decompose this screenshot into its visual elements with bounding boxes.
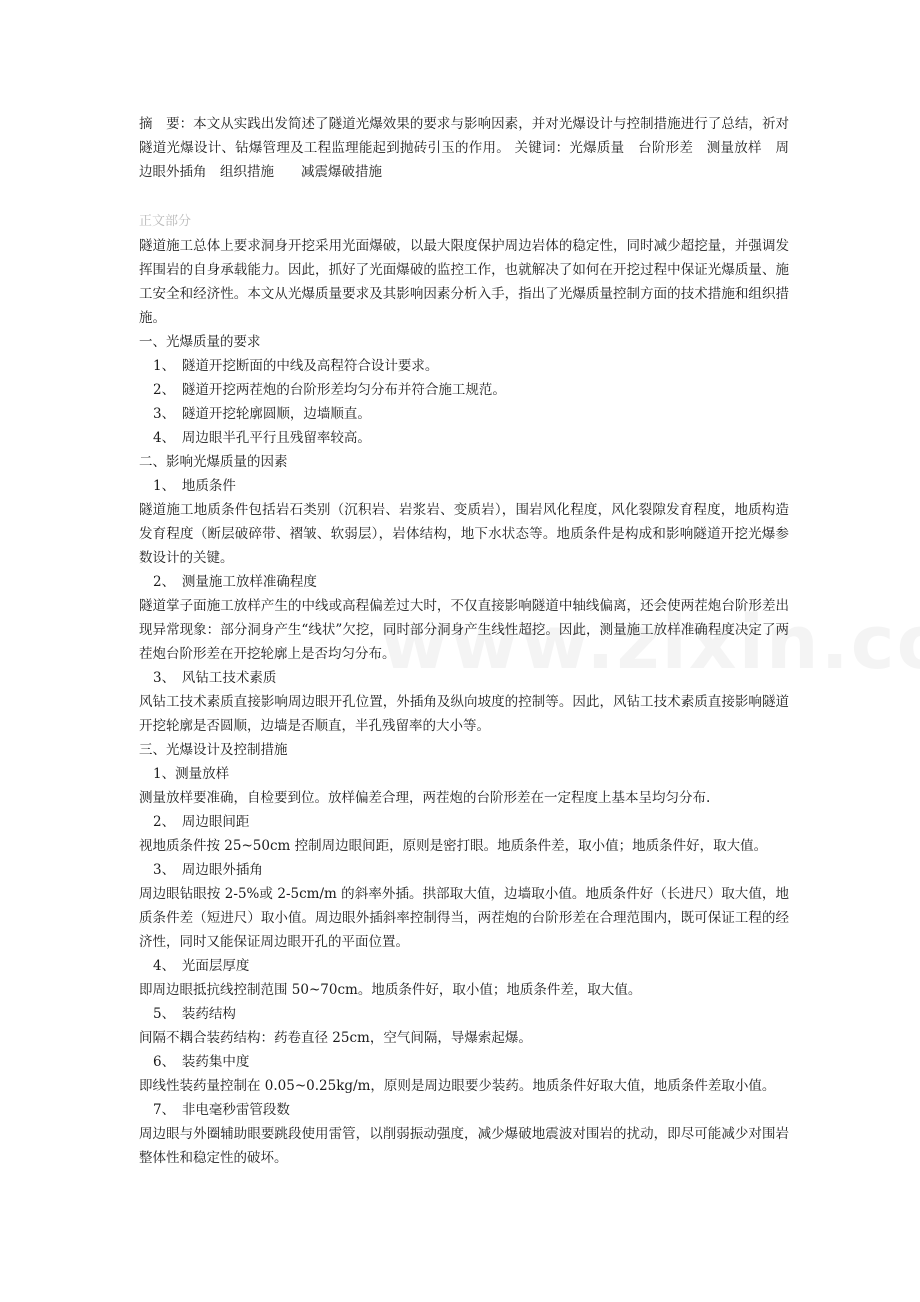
subsection-body: 周边眼与外圈辅助眼要跳段使用雷管，以削弱振动强度，减少爆破地震波对围岩的扰动，即尽可能减少对围岩整体性和稳定性的破坏。 <box>139 1126 789 1166</box>
subsection-title: 4、 光面层厚度 <box>153 958 250 974</box>
subsection-title: 2、 测量施工放样准确程度 <box>153 574 317 590</box>
intro-paragraph: 隧道施工总体上要求洞身开挖采用光面爆破，以最大限度保护周边岩体的稳定性，同时减少超挖量，并强调发挥围岩的自身承载能力。因此，抓好了光面爆破的监控工作，也就解决了如何在开挖过程中保证光爆质量、施工安全和经济性。本文从光爆质量要求及其影响因素分析入手，指出了光爆质量控制方面的技术措施和组织措施。 <box>139 238 789 326</box>
subsection-body: 视地质条件按 25~50cm 控制周边眼间距，原则是密打眼。地质条件差，取小值；地质条件好，取大值。 <box>139 838 768 854</box>
subsection-title: 5、 装药结构 <box>153 1006 236 1022</box>
subsection-title: 7、 非电毫秒雷管段数 <box>153 1102 290 1118</box>
subsection-body: 周边眼钻眼按 2-5%或 2-5cm/m 的斜率外插。拱部取大值，边墙取小值。地质条件好（长进尺）取大值，地质条件差（短进尺）取小值。周边眼外插斜率控制得当，两茬炮的台阶形差在合理范围内，既可保证工程的经济性，同时又能保证周边眼开孔的平面位置。 <box>139 886 789 950</box>
subsection-body: 隧道掌子面施工放样产生的中线或高程偏差过大时，不仅直接影响隧道中轴线偏离，还会使两茬炮台阶形差出现异常现象：部分洞身产生“线状”欠挖，同时部分洞身产生线性超挖。因此，测量施工放样准确程度决定了两茬炮台阶形差在开挖轮廓上是否均匀分布。 <box>139 598 789 662</box>
subsection-title: 3、 风钻工技术素质 <box>153 670 277 686</box>
subsection-body: 测量放样要准确，自检要到位。放样偏差合理，两茬炮的台阶形差在一定程度上基本呈均匀分布. <box>139 790 711 806</box>
subsection-body: 风钻工技术素质直接影响周边眼开孔位置，外插角及纵向坡度的控制等。因此，风钻工技术素质直接影响隧道开挖轮廓是否圆顺，边墙是否顺直，半孔残留率的大小等。 <box>139 694 789 734</box>
abstract: 摘 要：本文从实践出发简述了隧道光爆效果的要求与影响因素，并对光爆设计与控制措施进行了总结，祈对隧道光爆设计、钻爆管理及工程监理能起到抛砖引玉的作用。 关键词：光爆质量 台阶形差 测量放样 周边眼外插角 组织措施 减震爆破措施 <box>139 116 789 180</box>
subsection-title: 1、测量放样 <box>153 766 230 782</box>
subsection-body: 即线性装药量控制在 0.05~0.25kg/m，原则是周边眼要少装药。地质条件好取大值，地质条件差取小值。 <box>139 1078 776 1094</box>
subsection-title: 3、 周边眼外插角 <box>153 862 263 878</box>
subsection-title: 6、 装药集中度 <box>153 1054 250 1070</box>
requirement-item: 3、 隧道开挖轮廓圆顺，边墙顺直。 <box>153 406 371 422</box>
section-2-title: 二、影响光爆质量的因素 <box>139 454 288 470</box>
requirement-item: 1、 隧道开挖断面的中线及高程符合设计要求。 <box>153 358 439 374</box>
requirement-item: 2、 隧道开挖两茬炮的台阶形差均匀分布并符合施工规范。 <box>153 382 506 398</box>
subsection-body: 隧道施工地质条件包括岩石类别（沉积岩、岩浆岩、变质岩），围岩风化程度，风化裂隙发育程度，地质构造发育程度（断层破碎带、褶皱、软弱层），岩体结构，地下水状态等。地质条件是构成和影响隧道开挖光爆参数设计的关键。 <box>139 502 789 566</box>
subsection-title: 2、 周边眼间距 <box>153 814 250 830</box>
requirement-item: 4、 周边眼半孔平行且残留率较高。 <box>153 430 371 446</box>
subsection-body: 间隔不耦合装药结构：药卷直径 25cm，空气间隔，导爆索起爆。 <box>139 1030 532 1046</box>
document-page <box>139 112 789 1170</box>
section-label: 正文部分 <box>139 214 192 229</box>
section-3-title: 三、光爆设计及控制措施 <box>139 742 288 758</box>
subsection-title: 1、 地质条件 <box>153 478 236 494</box>
subsection-body: 即周边眼抵抗线控制范围 50~70cm。地质条件好，取小值；地质条件差，取大值。 <box>139 982 642 998</box>
section-1-title: 一、光爆质量的要求 <box>139 334 261 350</box>
